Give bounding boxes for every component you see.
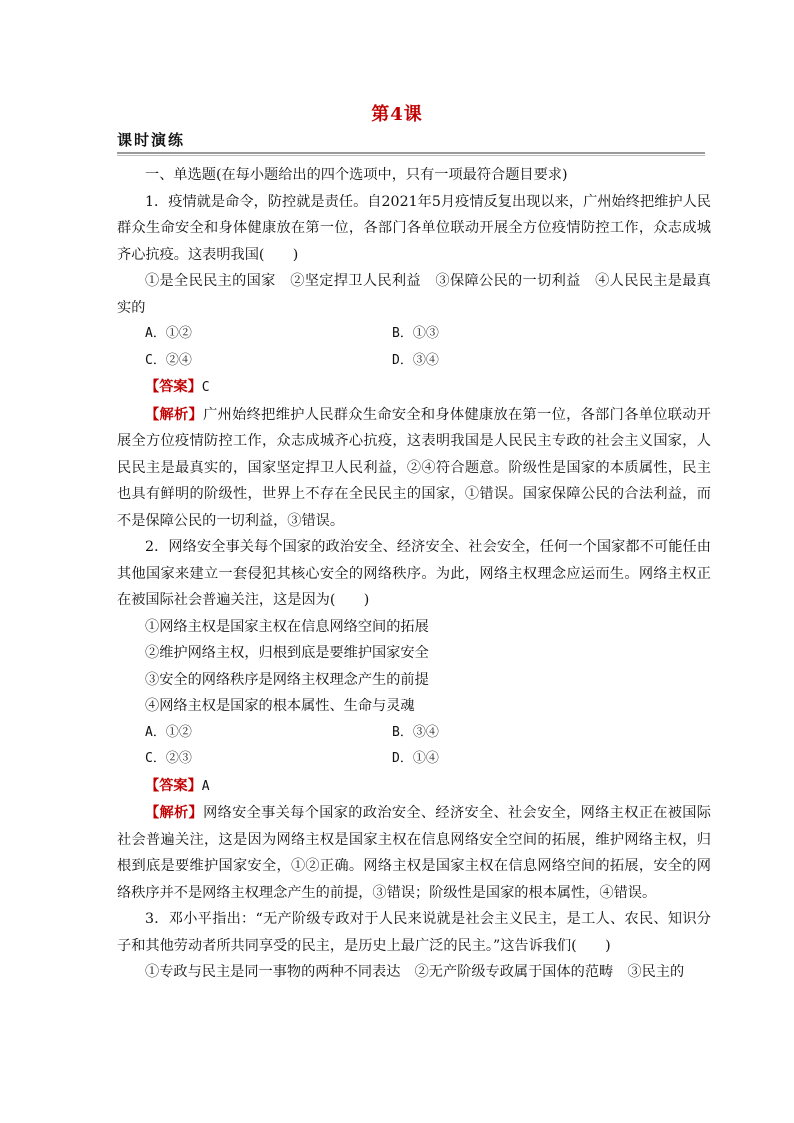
question-statement: ①是全民民主的国家 ②坚定捍卫人民利益 ③保障公民的一切利益 ④人民民主是最真实的 [117, 273, 711, 316]
answer-label: 【答案】 [145, 379, 202, 395]
question-stem: 2．网络安全事关每个国家的政治安全、经济安全、社会安全，任何一个国家都不可能任由其他国家来建立一套侵犯其核心安全的网络秩序。为此，网络主权理念应运而生。网络主权正在被国际社会普遍关注，这是因为( ) [117, 539, 711, 608]
choice-c: C．②③ [145, 751, 192, 766]
choice-row [117, 746, 711, 773]
question-statement: ④网络主权是国家的根本属性、生命与灵魂 [145, 698, 415, 714]
choice-row [117, 348, 711, 375]
analysis-text: 网络安全事关每个国家的政治安全、经济安全、社会安全，网络主权正在被国际社会普遍关注，这是因为网络主权是国家主权在信息网络安全空间的拓展，维护网络主权，归根到底是要维护国家安全，①②正确。网络主权是国家主权在信息网络空间的拓展，安全的网络秩序并不是网络主权理念产生的前提，③错误；阶级性是国家的根本属性，④错误。 [117, 805, 711, 901]
answer-label: 【答案】 [145, 777, 202, 794]
section-divider [117, 152, 705, 154]
analysis-label: 【解析】 [145, 805, 204, 821]
analysis-text: 广州始终把维护人民群众生命安全和身体健康放在第一位，各部门各单位联动开展全方位疫情防控工作，众志成城齐心抗疫，这表明我国是人民民主专政的社会主义国家，人民民主是最真实的，国家坚定捍卫人民利益，②④符合题意。阶级性是国家的本质属性，民主也具有鲜明的阶级性，世界上不存在全民民主的国家，①错误。国家保障公民的合法利益，而不是保障公民的一切利益，③错误。 [117, 406, 711, 529]
choice-c: C．②④ [145, 352, 192, 368]
choice-a: A．①② [145, 326, 192, 341]
choice-a: A．①② [145, 724, 192, 740]
answer-line [117, 773, 711, 801]
question-statement: ③安全的网络秩序是网络主权理念产生的前提 [145, 671, 429, 688]
analysis-label: 【解析】 [145, 406, 204, 423]
question-statement: ①网络主权是国家主权在信息网络空间的拓展 [145, 618, 429, 635]
question-stem: 3．邓小平指出：“无产阶级专政对于人民来说就是社会主义民主，是工人、农民、知识分子和其他劳动者所共同享受的民主，是历史上最广泛的民主。”这告诉我们( ) [117, 911, 711, 954]
analysis-paragraph [117, 800, 711, 906]
answer-value: A [201, 778, 210, 794]
choice-d: D．①④ [392, 751, 439, 766]
instructions: 一、单选题(在每小题给出的四个选项中，只有一项最符合题目要求) [145, 167, 568, 183]
choice-d: D．③④ [392, 352, 439, 368]
lesson-title: 第4课 [371, 104, 423, 125]
choice-b: B．③④ [392, 724, 439, 740]
analysis-paragraph [117, 402, 711, 535]
choice-row [117, 720, 711, 747]
question-statement: ②维护网络主权，归根到底是要维护国家安全 [145, 645, 429, 661]
question-list [117, 162, 711, 986]
answer-value: C [201, 380, 210, 395]
question-stem: 1．疫情就是命令，防控就是责任。自2021年5月疫情反复出现以来，广州始终把维护人民群众生命安全和身体健康放在第一位，各部门各单位联动开展全方位疫情防控工作，众志成城齐心抗疫。这表明我国( ) [117, 193, 711, 263]
answer-line [117, 374, 711, 402]
choice-b: B．①③ [392, 326, 439, 341]
question-statement: ①专政与民主是同一事物的两种不同表达 ②无产阶级专政属于国体的范畴 ③民主的 [145, 964, 685, 980]
section-divider-thin [117, 155, 705, 156]
section-title: 课时演练 [117, 131, 186, 149]
choice-row [117, 321, 711, 348]
